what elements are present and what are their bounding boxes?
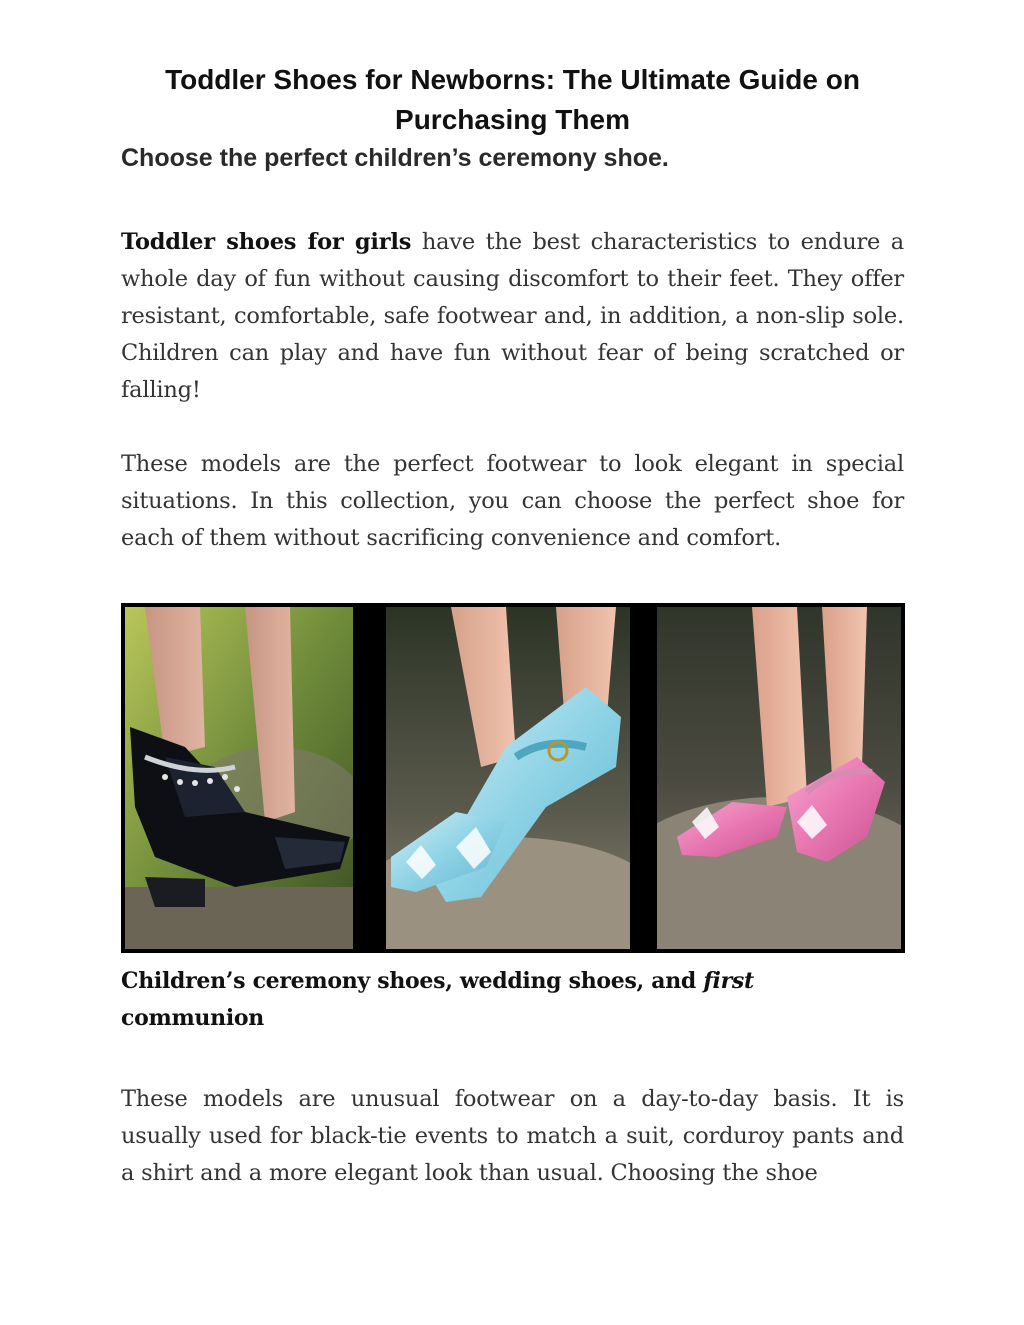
- shoe-photo-collage: [121, 603, 905, 953]
- collection-paragraph: These models are the perfect footwear to look elegant in special situations. In this collection, you can choose the perfect shoe for each of them without sacrificing convenience and comfort.: [121, 451, 904, 551]
- document-page: [121, 60, 904, 1192]
- caption-part2: communion: [121, 1005, 264, 1031]
- photo-pink-shoe: [657, 607, 901, 949]
- image-caption: [121, 963, 904, 1037]
- bold-lead: Toddler shoes for girls: [121, 229, 412, 255]
- page-subtitle: Choose the perfect children’s ceremony shoe.: [121, 144, 669, 172]
- intro-paragraph: [121, 224, 904, 409]
- intro-text: have the best characteristics to endure a whole day of fun without causing discomfort to their feet. They offer resistant, comfortable, safe footwear and, in addition, a non-slip sole. Children can play and have fun without fear of being scratched or falling!: [121, 229, 905, 403]
- photo-blue-shoe: [386, 607, 630, 949]
- page-title: Toddler Shoes for Newborns: The Ultimate Guide on Purchasing Them: [165, 64, 860, 135]
- caption-italic: first: [703, 968, 754, 994]
- caption-part1: Children’s ceremony shoes, wedding shoes, and: [121, 968, 704, 994]
- usage-paragraph: These models are unusual footwear on a day-to-day basis. It is usually used for black-tie events to match a suit, corduroy pants and a shirt and a more elegant look than usual. Choosing the shoe: [121, 1086, 904, 1186]
- photo-black-shoe: [125, 607, 353, 949]
